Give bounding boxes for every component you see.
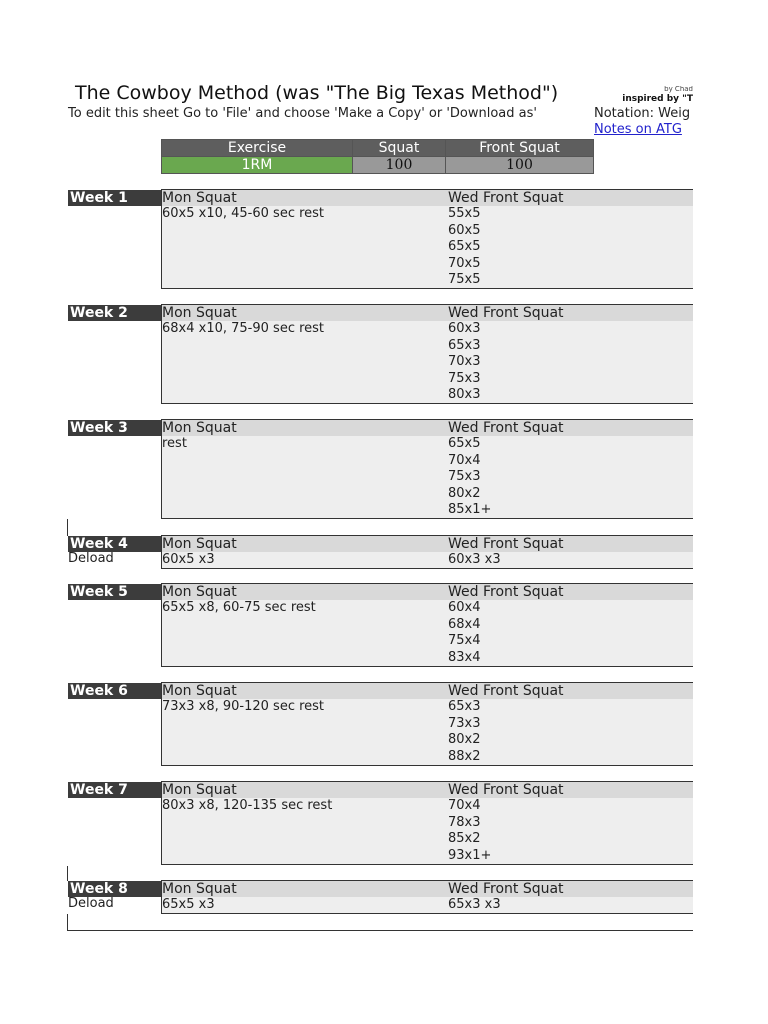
day2-set: 65x3 <box>448 699 481 714</box>
day2-set: 65x3 x3 <box>448 897 501 912</box>
day2-set: 75x5 <box>448 272 481 287</box>
day2-set: 93x1+ <box>448 847 492 863</box>
day2-set: 75x3 <box>448 370 481 386</box>
day2-title: Wed Front Squat <box>448 536 564 552</box>
front-squat-header: Front Squat <box>446 140 594 157</box>
divider <box>67 866 68 881</box>
week-block <box>161 535 693 569</box>
deload-note: Deload <box>68 551 114 566</box>
day2-set: 85x1+ <box>448 502 492 517</box>
week-label: Week 5 <box>68 584 161 600</box>
day2-set: 85x2 <box>448 831 481 846</box>
week-block-header <box>162 536 693 552</box>
day2-set: 65x3 <box>448 337 481 353</box>
week-block <box>161 880 693 914</box>
divider <box>67 914 68 931</box>
day1-set: 73x3 x8, 90-120 sec rest <box>162 699 325 714</box>
day2-set: 78x3 <box>448 814 481 830</box>
day2-set: 88x2 <box>448 748 481 764</box>
day2-set: 55x5 <box>448 206 481 221</box>
day2-title: Wed Front Squat <box>448 190 564 206</box>
day1-set: 80x3 x8, 120-135 sec rest <box>162 798 333 813</box>
day1-set: 65x5 x8, 60-75 sec rest <box>162 600 316 615</box>
week-block-header <box>162 420 693 436</box>
exercise-header: Exercise <box>162 140 353 157</box>
day1-title: Mon Squat <box>162 782 237 798</box>
day2-set: 60x5 <box>448 222 481 238</box>
week-label: Week 8 <box>68 881 161 897</box>
notation-text: Notation: Weig <box>594 106 691 121</box>
day2-set: 83x4 <box>448 649 481 665</box>
divider <box>67 519 68 536</box>
day2-set: 68x4 <box>448 616 481 632</box>
week-label: Week 4 <box>68 536 161 552</box>
deload-note: Deload <box>68 896 114 911</box>
week-block-header <box>162 584 693 600</box>
day1-title: Mon Squat <box>162 190 237 206</box>
squat-header: Squat <box>353 140 446 157</box>
inspired-by-text: inspired by "T <box>622 94 693 104</box>
day2-set: 70x4 <box>448 798 481 813</box>
day2-set: 75x3 <box>448 469 481 484</box>
day2-set: 60x4 <box>448 600 481 615</box>
day2-title: Wed Front Squat <box>448 683 564 699</box>
divider <box>67 930 693 931</box>
day2-title: Wed Front Squat <box>448 584 564 600</box>
day2-set: 73x3 <box>448 715 481 731</box>
day2-set: 80x2 <box>448 732 481 747</box>
week-block <box>161 682 693 766</box>
page-title: The Cowboy Method (was "The Big Texas Method") <box>75 82 559 104</box>
day2-set: 75x4 <box>448 633 481 648</box>
day2-title: Wed Front Squat <box>448 305 564 321</box>
day1-title: Mon Squat <box>162 881 237 897</box>
day2-title: Wed Front Squat <box>448 881 564 897</box>
day2-set: 80x3 <box>448 387 481 402</box>
week-block-header <box>162 305 693 321</box>
day2-set: 70x5 <box>448 255 481 271</box>
day2-set: 60x3 x3 <box>448 552 501 567</box>
week-label: Week 2 <box>68 305 161 321</box>
day2-set: 80x2 <box>448 485 481 501</box>
one-rep-max-table <box>161 139 594 174</box>
day2-title: Wed Front Squat <box>448 782 564 798</box>
week-label: Week 3 <box>68 420 161 436</box>
day1-set: 65x5 x3 <box>162 897 215 912</box>
week-block <box>161 583 693 667</box>
day2-set: 65x5 <box>448 239 481 254</box>
day1-set: rest <box>162 436 187 451</box>
day1-set: 60x5 x3 <box>162 552 215 567</box>
day1-title: Mon Squat <box>162 683 237 699</box>
edit-instructions: To edit this sheet Go to 'File' and choose 'Make a Copy' or 'Download as' <box>68 106 537 121</box>
week-block <box>161 419 693 519</box>
week-block <box>161 189 693 289</box>
notes-on-atg-link[interactable]: Notes on ATG <box>594 122 682 137</box>
day1-title: Mon Squat <box>162 420 237 436</box>
day1-title: Mon Squat <box>162 584 237 600</box>
week-block <box>161 304 693 404</box>
week-block-header <box>162 782 693 798</box>
week-block <box>161 781 693 865</box>
day1-title: Mon Squat <box>162 536 237 552</box>
week-label: Week 6 <box>68 683 161 699</box>
day2-set: 65x5 <box>448 436 481 451</box>
day1-set: 60x5 x10, 45-60 sec rest <box>162 206 325 221</box>
day2-set: 60x3 <box>448 321 481 336</box>
squat-1rm-input[interactable]: 100 <box>353 157 446 174</box>
week-block-header <box>162 683 693 699</box>
day1-set: 68x4 x10, 75-90 sec rest <box>162 321 325 336</box>
week-label: Week 1 <box>68 190 161 206</box>
front-squat-1rm-input[interactable]: 100 <box>446 157 594 174</box>
week-block-header <box>162 881 693 897</box>
day2-set: 70x3 <box>448 354 481 369</box>
day1-title: Mon Squat <box>162 305 237 321</box>
one-rm-label: 1RM <box>162 157 353 174</box>
credit-text: by Chad <box>664 86 693 93</box>
day2-title: Wed Front Squat <box>448 420 564 436</box>
day2-set: 70x4 <box>448 452 481 468</box>
week-block-header <box>162 190 693 206</box>
week-label: Week 7 <box>68 782 161 798</box>
